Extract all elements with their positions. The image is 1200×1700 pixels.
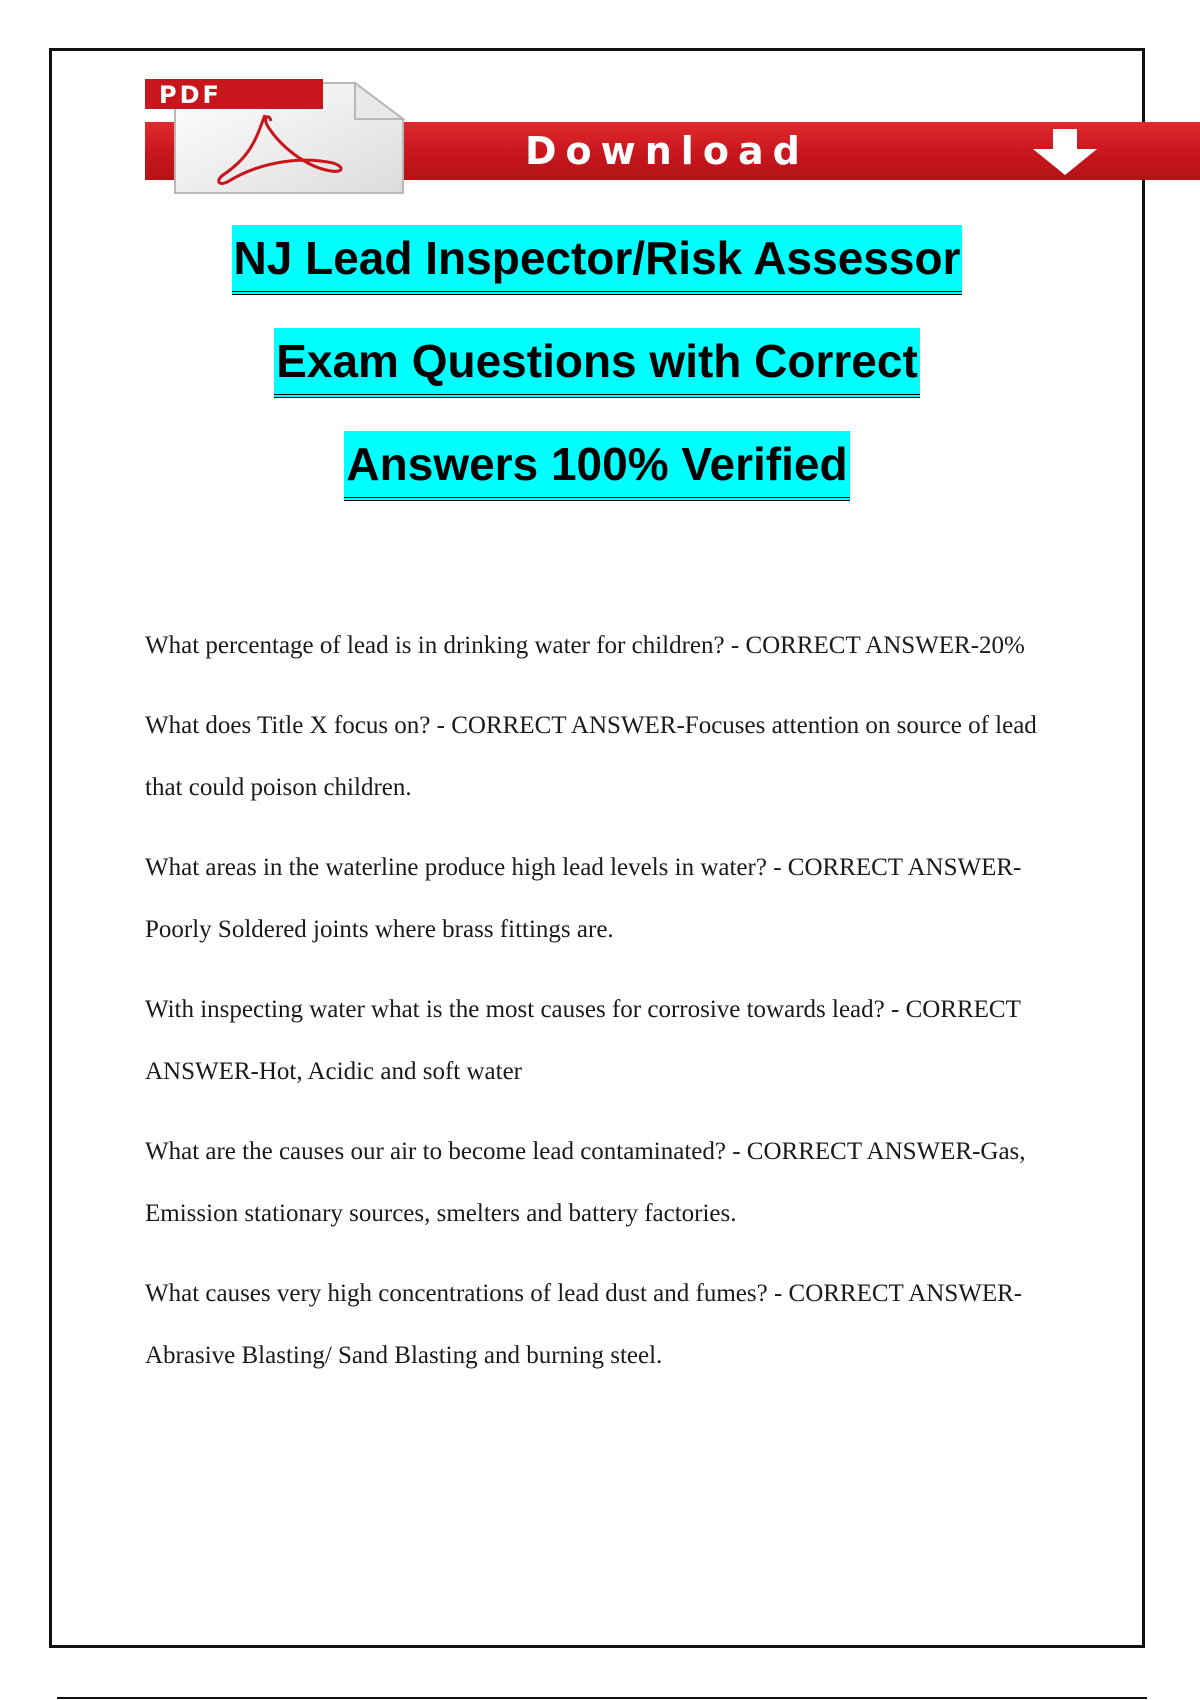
- download-label[interactable]: Download: [525, 129, 809, 173]
- pdf-badge-text: PDF: [159, 81, 222, 109]
- qa-item: What does Title X focus on? - CORRECT ANSWER-Focuses attention on source of lead that could poison children.: [145, 712, 1037, 801]
- title-line-3: Answers 100% Verified: [344, 431, 849, 501]
- title-line: [49, 328, 1145, 431]
- document-title: [49, 225, 1145, 534]
- title-line-1: NJ Lead Inspector/Risk Assessor: [232, 225, 963, 295]
- title-line-2: Exam Questions with Correct: [274, 328, 920, 398]
- qa-item: What percentage of lead is in drinking water for children? - CORRECT ANSWER-20%: [145, 632, 1025, 659]
- pdf-download-banner[interactable]: [145, 75, 1200, 200]
- qa-list: [145, 615, 1075, 1405]
- title-line: [49, 431, 1145, 534]
- qa-item: With inspecting water what is the most causes for corrosive towards lead? - CORRECT ANSWER-Hot, Acidic and soft water: [145, 996, 1021, 1085]
- download-arrow-icon[interactable]: [1025, 127, 1105, 177]
- qa-item: What are the causes our air to become lead contaminated? - CORRECT ANSWER-Gas, Emission stationary sources, smelters and battery factories.: [145, 1138, 1026, 1227]
- bottom-divider: [57, 1697, 1147, 1699]
- qa-item: What areas in the waterline produce high lead levels in water? - CORRECT ANSWER-Poorly Soldered joints where brass fittings are.: [145, 854, 1022, 943]
- qa-item: What causes very high concentrations of lead dust and fumes? - CORRECT ANSWER-Abrasive Blasting/ Sand Blasting and burning steel.: [145, 1280, 1023, 1369]
- title-line: [49, 225, 1145, 328]
- pdf-file-icon: [145, 75, 410, 195]
